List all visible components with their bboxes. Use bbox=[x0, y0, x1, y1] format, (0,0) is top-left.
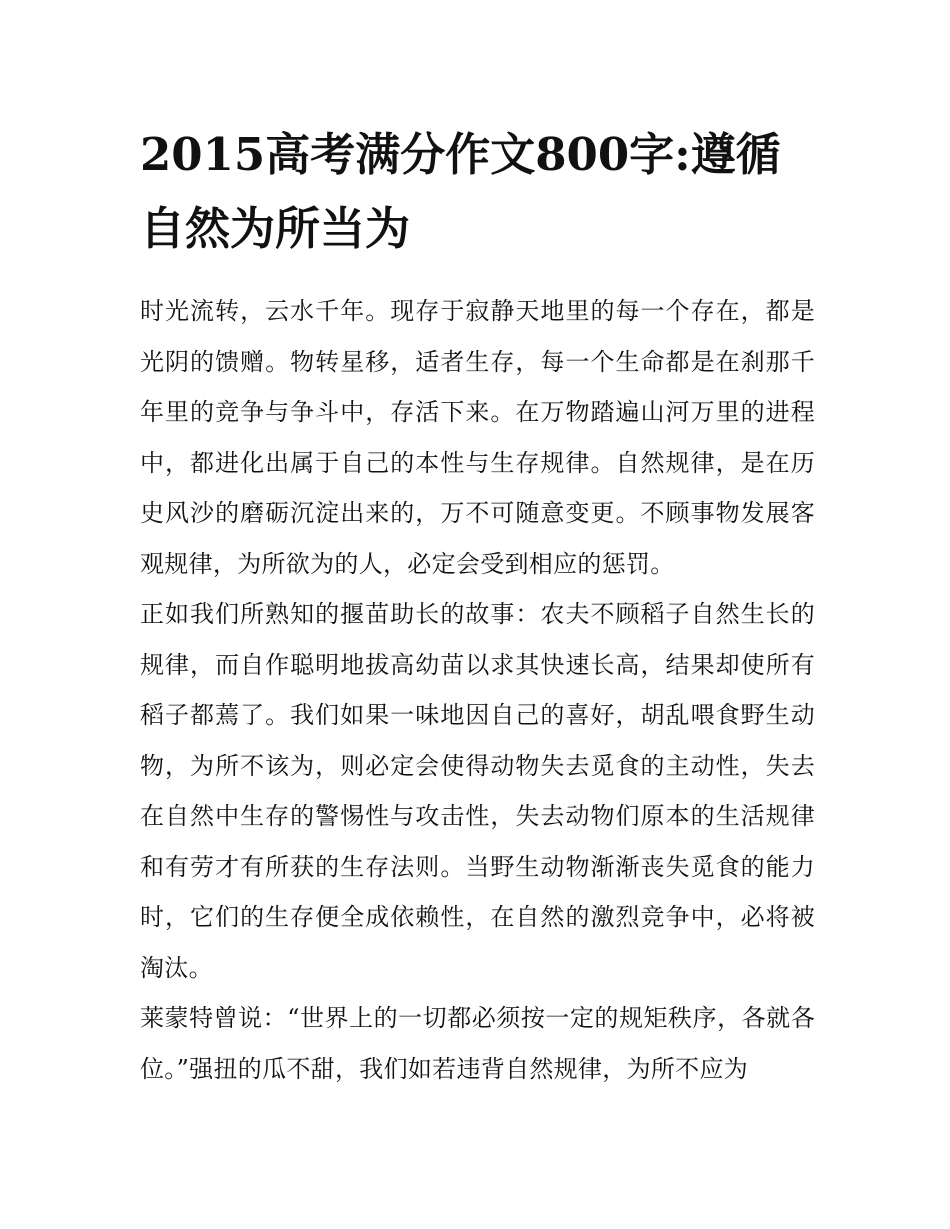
document-title: 2015高考满分作文800字:遵循自然为所当为 bbox=[140, 128, 781, 255]
paragraph-3: 莱蒙特曾说：“世界上的一切都必须按一定的规矩秩序，各就各位。”强扭的瓜不甜，我们如若违背自然规律，为所不应为 bbox=[140, 1004, 815, 1083]
paragraph-2: 正如我们所熟知的揠苗助长的故事：农夫不顾稻子自然生长的规律，而自作聪明地拔高幼苗以求其快速长高，结果却使所有稻子都蔫了。我们如果一味地因自己的喜好，胡乱喂食野生动物，为所不该为，则必定会使得动物失去觅食的主动性，失去在自然中生存的警惕性与攻击性，失去动物们原本的生活规律和有劳才有所获的生存法则。当野生动物渐渐丧失觅食的能力时，它们的生存便全成依赖性，在自然的激烈竞争中，必将被淘汰。 bbox=[140, 600, 815, 982]
document-content bbox=[140, 118, 815, 1094]
paragraph-1: 时光流转，云水千年。现存于寂静天地里的每一个存在，都是光阴的馈赠。物转星移，适者生存，每一个生命都是在刹那千年里的竞争与争斗中，存活下来。在万物踏遍山河万里的进程中，都进化出属于自己的本性与生存规律。自然规律，是在历史风沙的磨砺沉淀出来的，万不可随意变更。不顾事物发展客观规律，为所欲为的人，必定会受到相应的惩罚。 bbox=[140, 297, 815, 578]
